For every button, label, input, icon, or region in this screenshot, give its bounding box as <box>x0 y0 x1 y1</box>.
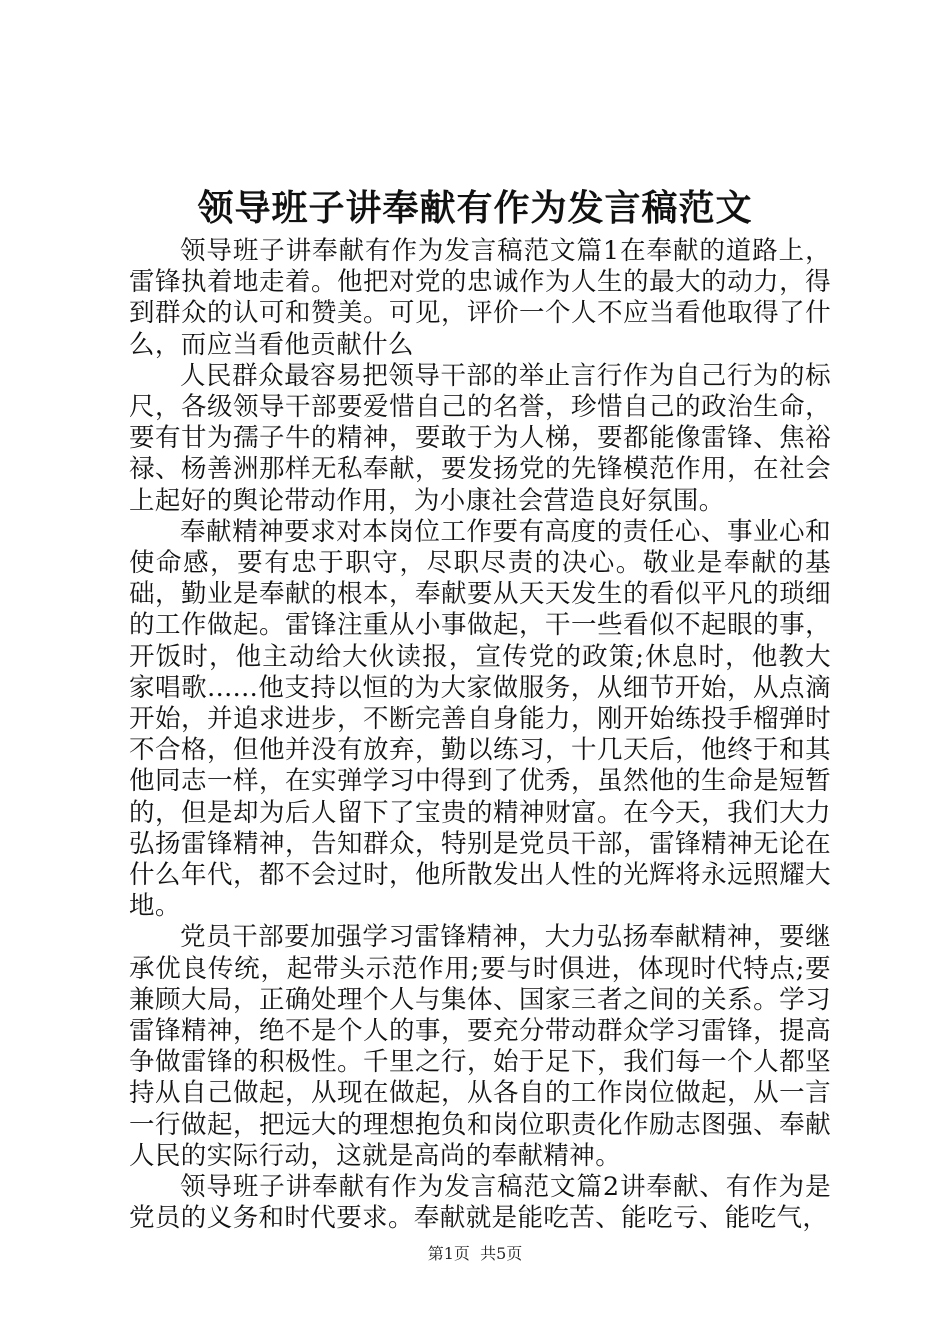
document-body <box>129 236 831 1235</box>
paragraph: 奉献精神要求对本岗位工作要有高度的责任心、事业心和使命感，要有忠于职守，尽职尽责的决心。敬业是奉献的基础，勤业是奉献的根本，奉献要从天天发生的看似平凡的琐细的工作做起。雷锋注重从小事做起，干一些看似不起眼的事，开饭时，他主动给大伙读报，宣传党的政策;休息时，他教大家唱歌......他支持以恒的为大家做服务，从细节开始，从点滴开始，并追求进步，不断完善自身能力，刚开始练投手榴弹时不合格，但他并没有放弃，勤以练习，十几天后，他终于和其他同志一样，在实弹学习中得到了优秀，虽然他的生命是短暂的，但是却为后人留下了宝贵的精神财富。在今天，我们大力弘扬雷锋精神，告知群众，特别是党员干部，雷锋精神无论在什么年代，都不会过时，他所散发出人性的光辉将永远照耀大地。 <box>129 516 831 922</box>
paragraph: 党员干部要加强学习雷锋精神，大力弘扬奉献精神，要继承优良传统，起带头示范作用;要与时俱进，体现时代特点;要兼顾大局，正确处理个人与集体、国家三者之间的关系。学习雷锋精神，绝不是个人的事，要充分带动群众学习雷锋，提高争做雷锋的积极性。千里之行，始于足下，我们每一个人都坚持从自己做起，从现在做起，从各自的工作岗位做起，从一言一行做起，把远大的理想抱负和岗位职责化作励志图强、奉献人民的实际行动，这就是高尚的奉献精神。 <box>129 922 831 1171</box>
paragraph: 领导班子讲奉献有作为发言稿范文篇1在奉献的道路上，雷锋执着地走着。他把对党的忠诚作为人生的最大的动力，得到群众的认可和赞美。可见，评价一个人不应当看他取得了什么，而应当看他贡献什么 <box>129 236 831 360</box>
page-footer <box>0 1244 950 1264</box>
paragraph: 领导班子讲奉献有作为发言稿范文篇2讲奉献、有作为是党员的义务和时代要求。奉献就是能吃苦、能吃亏、能吃气， <box>129 1172 831 1234</box>
paragraph: 人民群众最容易把领导干部的举止言行作为自己行为的标尺，各级领导干部要爱惜自己的名誉，珍惜自己的政治生命，要有甘为孺子牛的精神，要敢于为人梯，要都能像雷锋、焦裕禄、杨善洲那样无私奉献，要发扬党的先锋模范作用，在社会上起好的舆论带动作用，为小康社会营造良好氛围。 <box>129 360 831 516</box>
document-title: 领导班子讲奉献有作为发言稿范文 <box>197 187 753 229</box>
page-number: 第1页 共5页 <box>427 1244 523 1263</box>
